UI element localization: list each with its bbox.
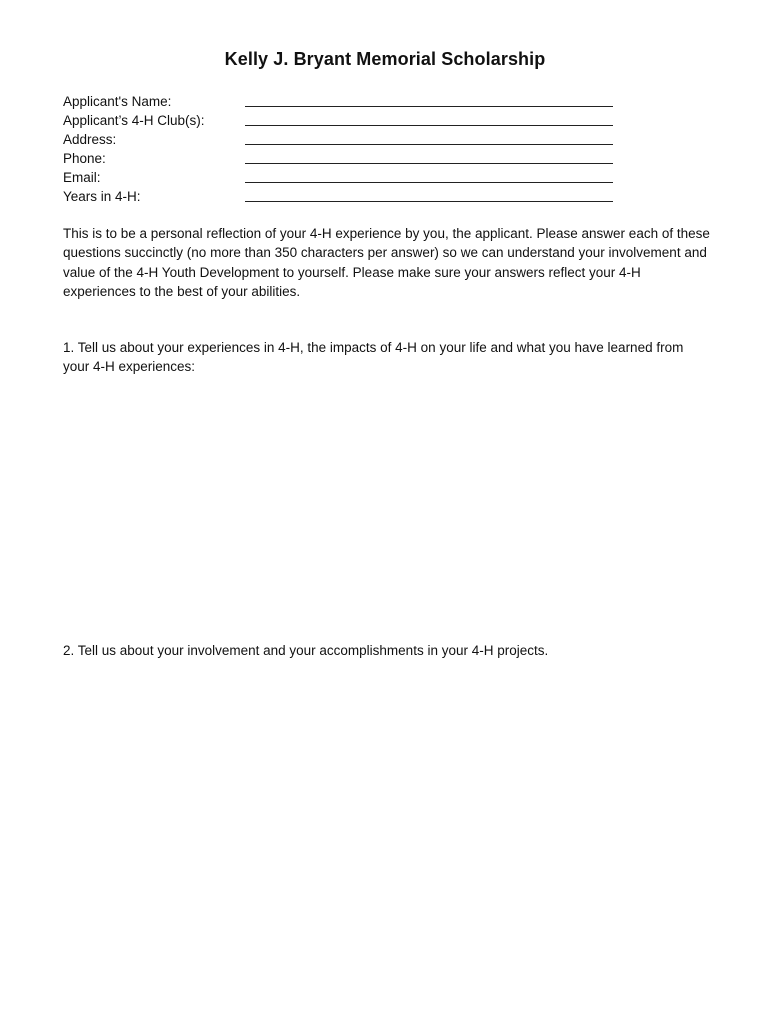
field-label: Email: bbox=[63, 170, 101, 185]
answer-1-area[interactable] bbox=[63, 380, 713, 630]
instructions-paragraph: This is to be a personal reflection of your 4-H experience by you, the applicant. Please answer each of these questions succinctly (no more than 350 characters per answer) so we can understand your involvement and value of the 4-H Youth Development to yourself. Please make sure your answers reflect your 4-H experiences to the best of your abilities. bbox=[63, 226, 710, 299]
field-label: Phone: bbox=[63, 151, 106, 166]
question-2: 2. Tell us about your involvement and your accomplishments in your 4-H projects. bbox=[63, 643, 549, 658]
field-applicant-club bbox=[63, 111, 623, 130]
field-years-in-4h bbox=[63, 187, 623, 206]
answer-2-area[interactable] bbox=[63, 664, 713, 994]
applicant-club-field[interactable] bbox=[245, 125, 613, 126]
email-field[interactable] bbox=[245, 182, 613, 183]
years-in-4h-field[interactable] bbox=[245, 201, 613, 202]
applicant-name-field[interactable] bbox=[245, 106, 613, 107]
phone-field[interactable] bbox=[245, 163, 613, 164]
field-label: Applicant's Name: bbox=[63, 94, 172, 109]
field-address bbox=[63, 130, 623, 149]
field-applicant-name bbox=[63, 92, 623, 111]
question-1: 1. Tell us about your experiences in 4-H, the impacts of 4-H on your life and what you have learned from your 4-H experiences: bbox=[63, 340, 684, 375]
field-email bbox=[63, 168, 623, 187]
field-label: Years in 4-H: bbox=[63, 189, 141, 204]
address-field[interactable] bbox=[245, 144, 613, 145]
page-title: Kelly J. Bryant Memorial Scholarship bbox=[224, 49, 546, 69]
field-label: Address: bbox=[63, 132, 117, 147]
field-phone bbox=[63, 149, 623, 168]
field-label: Applicant’s 4-H Club(s): bbox=[63, 113, 205, 128]
